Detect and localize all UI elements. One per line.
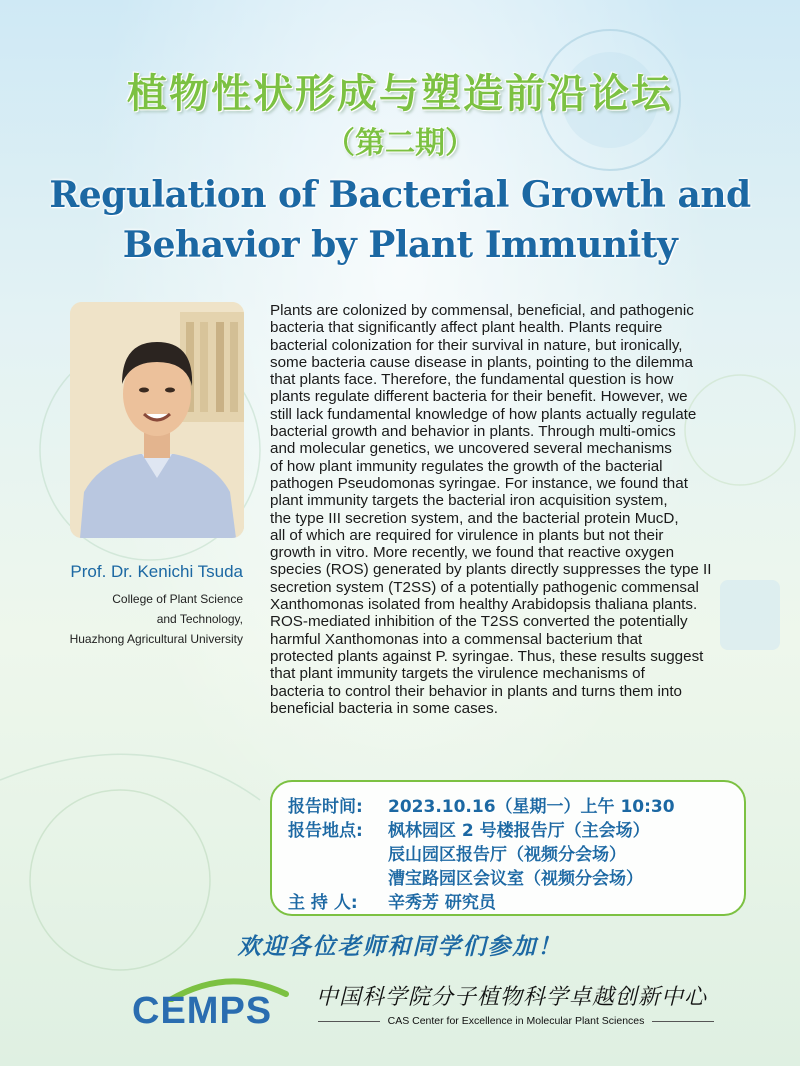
abstract-line: some bacteria cause disease in plants, pointing to the dilemma <box>270 353 693 371</box>
cemps-logo: CEMPS <box>132 990 273 1032</box>
abstract-line: bacterial colonization for their survival in nature, but ironically, <box>270 336 683 354</box>
welcome-message: 欢迎各位老师和同学们参加！ <box>237 933 563 960</box>
abstract-line: ROS-mediated inhibition of the T2SS converted the potentially <box>270 613 688 631</box>
host-value: 辛秀芳 研究员 <box>388 893 496 913</box>
abstract-line: all of which are required for virulence in plants but not their <box>270 526 664 544</box>
talk-title-line-1: Regulation of Bacterial Growth and <box>49 174 751 216</box>
place-branch-2: 漕宝路园区会议室（视频分会场） <box>388 869 643 889</box>
abstract-line: Xanthomonas isolated from healthy Arabidopsis thaliana plants. <box>270 596 698 614</box>
abstract-line: plants regulate different bacteria for their benefit. However, we <box>270 388 688 406</box>
speaker-affiliation-line-1: College of Plant Science <box>112 592 243 606</box>
host-label: 主 持 人: <box>288 893 358 913</box>
org-name-en-row <box>318 1015 714 1027</box>
speaker-photo <box>70 302 244 538</box>
abstract-line: Plants are colonized by commensal, beneficial, and pathogenic <box>270 302 694 319</box>
time-label: 报告时间: <box>288 797 363 817</box>
speaker-portrait <box>70 302 244 538</box>
abstract-line: growth in vitro. More recently, we found that reactive oxygen <box>270 544 675 562</box>
abstract-line: species (ROS) generated by plants directly suppresses the type II <box>270 561 712 579</box>
org-name-en: CAS Center for Excellence in Molecular Plant Sciences <box>387 1015 645 1027</box>
speaker-name: Prof. Dr. Kenichi Tsuda <box>70 562 243 581</box>
abstract-line: protected plants against P. syringae. Thus, these results suggest <box>270 647 704 665</box>
time-value: 2023.10.16（星期一）上午 10:30 <box>388 797 675 817</box>
abstract-line: bacterial growth and behavior in plants. Through multi-omics <box>270 423 676 441</box>
abstract-line: plant immunity targets the bacterial iron acquisition system, <box>270 492 668 510</box>
divider-line-left <box>318 1021 380 1022</box>
abstract-line: bacteria that significantly affect plant health. Plants require <box>270 319 663 337</box>
abstract-line: bacteria to control their behavior in plants and turns them into <box>270 682 682 700</box>
abstract-line: and molecular genetics, we uncovered several mechanisms <box>270 440 672 458</box>
place-main: 枫林园区 2 号楼报告厅（主会场） <box>388 821 650 841</box>
divider-line-right <box>652 1021 714 1022</box>
abstract-line: that plants face. Therefore, the fundamental question is how <box>270 371 674 389</box>
abstract-line: of how plant immunity regulates the growth of the bacterial <box>270 457 663 475</box>
abstract-line: secretion system (T2SS) of a potentially pathogenic commensal <box>270 578 699 596</box>
abstract-line: harmful Xanthomonas into a commensal bacterium that <box>270 630 643 648</box>
abstract-line: still lack fundamental knowledge of how plants actually regulate <box>270 405 697 423</box>
event-info-box <box>270 780 746 916</box>
forum-subtitle: （第二期） <box>325 126 475 161</box>
speaker-affiliation-line-2: and Technology, <box>156 612 243 626</box>
talk-title <box>0 170 800 270</box>
org-name-cn: 中国科学院分子植物科学卓越创新中心 <box>316 985 708 1010</box>
speaker-affiliation-line-3: Huazhong Agricultural University <box>69 632 243 646</box>
place-label: 报告地点: <box>288 821 363 841</box>
place-branch-1: 辰山园区报告厅（视频分会场） <box>388 845 626 865</box>
abstract-line: that plant immunity targets the virulence mechanisms of <box>270 665 645 683</box>
abstract-line: beneficial bacteria in some cases. <box>270 699 498 717</box>
forum-title: 植物性状形成与塑造前沿论坛 <box>127 71 673 117</box>
abstract-line: pathogen Pseudomonas syringae. For instance, we found that <box>270 474 688 492</box>
talk-title-line-2: Behavior by Plant Immunity <box>122 224 678 266</box>
abstract <box>270 302 752 717</box>
abstract-line: the type III secretion system, and the bacterial protein MucD, <box>270 509 679 527</box>
